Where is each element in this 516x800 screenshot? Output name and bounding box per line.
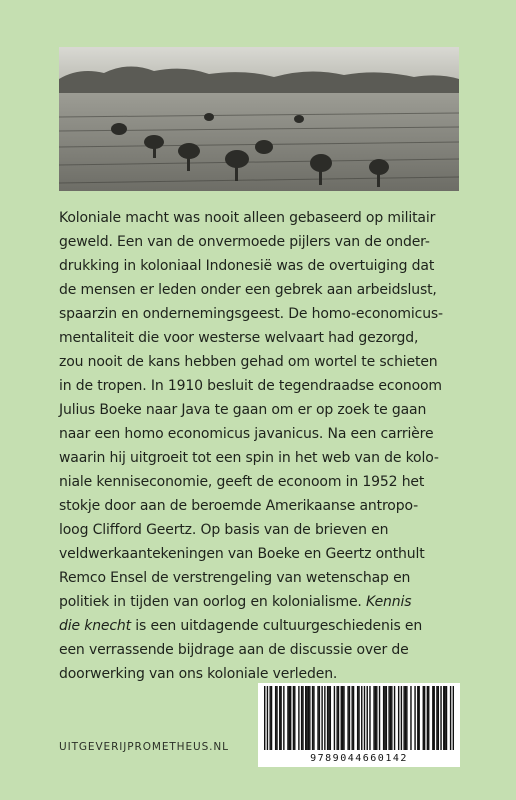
blurb-line: doorwerking van ons koloniale verleden. (59, 666, 338, 682)
barcode-bar (438, 686, 439, 750)
barcode-bar (264, 686, 265, 750)
barcode-bar (440, 686, 441, 750)
barcode-bar (361, 686, 362, 750)
barcode-bar (309, 686, 310, 750)
blurb-line: naar een homo economicus javanicus. Na een carrière (59, 426, 434, 442)
barcode-bar (376, 686, 377, 750)
barcode-bar (401, 686, 402, 750)
cover-photo-rice-field (59, 47, 459, 191)
barcode-bar (294, 686, 295, 750)
barcode-bar (443, 686, 444, 750)
barcode-bar (342, 686, 343, 750)
barcode-bar (338, 686, 339, 750)
blurb-line: geweld. Een van de onvermoede pijlers van de onder- (59, 234, 430, 250)
blurb-line: zou nooit de kans hebben gehad om wortel te schieten (59, 354, 438, 370)
barcode-bar (298, 686, 299, 750)
blurb-line: Julius Boeke naar Java te gaan om er op zoek te gaan (59, 402, 427, 418)
blurb-line: veldwerkaantekeningen van Boeke en Geertz onthult (59, 546, 425, 562)
barcode-bar (444, 686, 445, 750)
barcode-bar (388, 686, 389, 750)
barcode-bar (290, 686, 291, 750)
barcode-bar (424, 686, 425, 750)
blurb-line: Remco Ensel de verstrengeling van wetenschap en (59, 570, 411, 586)
barcode-bar (427, 686, 428, 750)
barcode-bar (428, 686, 429, 750)
barcode-bar (357, 686, 358, 750)
barcode-bar (391, 686, 392, 750)
barcode-bar (319, 686, 320, 750)
barcode-bar (280, 686, 281, 750)
barcode-bar (283, 686, 284, 750)
blurb-line: Koloniale macht was nooit alleen gebaseerd op militair (59, 210, 436, 226)
barcode-bar (410, 686, 411, 750)
barcode-bar (403, 686, 404, 750)
publisher-website: UITGEVERIJPROMETHEUS.NL (59, 741, 229, 753)
barcode-bar (386, 686, 387, 750)
blurb-line: een verrassende bijdrage aan de discussie over de (59, 642, 409, 658)
barcode-bar (334, 686, 335, 750)
barcode-bar (305, 686, 306, 750)
barcode-bar (364, 686, 365, 750)
barcode-bar (341, 686, 342, 750)
barcode-bar (358, 686, 359, 750)
barcode-bar (394, 686, 395, 750)
barcode-bar (343, 686, 344, 750)
barcode-bar (321, 686, 322, 750)
barcode-bar (406, 686, 407, 750)
barcode-bar (293, 686, 294, 750)
barcode-bars (264, 686, 454, 750)
blurb-line (59, 614, 469, 638)
blurb-line-text: is een uitdagende cultuurgeschiedenis en (131, 618, 423, 634)
barcode-bar (351, 686, 352, 750)
barcode-bar (384, 686, 385, 750)
blurb-line: mentaliteit die voor westerse welvaart had gezorgd, (59, 330, 419, 346)
barcode-bar (417, 686, 418, 750)
barcode-bar (301, 686, 302, 750)
barcode-bar (373, 686, 374, 750)
barcode-bar (276, 686, 277, 750)
barcode-bar (330, 686, 331, 750)
barcode-bar (390, 686, 391, 750)
barcode-bar (436, 686, 437, 750)
barcode-bar (423, 686, 424, 750)
barcode-bar (434, 686, 435, 750)
barcode-bar (349, 686, 350, 750)
barcode-bar (324, 686, 325, 750)
barcode-bar (308, 686, 309, 750)
barcode-bar (347, 686, 348, 750)
blurb-line: drukking in koloniaal Indonesië was de overtuiging dat (59, 258, 435, 274)
isbn-number: 9789044660142 (310, 753, 408, 764)
isbn-barcode (258, 683, 460, 767)
barcode-bar (328, 686, 329, 750)
barcode-bar (432, 686, 433, 750)
barcode-bar (306, 686, 307, 750)
barcode-bar (317, 686, 318, 750)
blurb-line: stokje door aan de beroemde Amerikaanse antropo- (59, 498, 419, 514)
barcode-bar (289, 686, 290, 750)
barcode-bar (336, 686, 337, 750)
barcode-bar (398, 686, 399, 750)
book-title-part-2: die knecht (59, 618, 131, 634)
barcode-bar (446, 686, 447, 750)
barcode-bar (327, 686, 328, 750)
barcode-bar (275, 686, 276, 750)
barcode-bar (353, 686, 354, 750)
barcode-bar (313, 686, 314, 750)
blurb-line: loog Clifford Geertz. Op basis van de brieven en (59, 522, 389, 538)
blurb-line: in de tropen. In 1910 besluit de tegendraadse econoom (59, 378, 442, 394)
barcode-bar (383, 686, 384, 750)
barcode-bar (279, 686, 280, 750)
barcode-bar (302, 686, 303, 750)
blurb-line: waarin hij uitgroeit tot een spin in het web van de kolo- (59, 450, 439, 466)
barcode-bar (450, 686, 451, 750)
barcode-bar (312, 686, 313, 750)
barcode-bar (369, 686, 370, 750)
blurb-line: de mensen er leden onder een gebrek aan arbeidslust, (59, 282, 437, 298)
blurb-line: niale kenniseconomie, geeft de econoom in 1952 het (59, 474, 425, 490)
barcode-bar (271, 686, 272, 750)
book-title-part-1: Kennis (366, 594, 412, 610)
barcode-bar (405, 686, 406, 750)
barcode-bar (414, 686, 415, 750)
barcode-bar (379, 686, 380, 750)
barcode-bar (269, 686, 270, 750)
blurb-line: spaarzin en ondernemingsgeest. De homo-economicus- (59, 306, 443, 322)
barcode-bar (367, 686, 368, 750)
barcode-bar (418, 686, 419, 750)
barcode-bar (267, 686, 268, 750)
barcode-bar (287, 686, 288, 750)
back-cover-blurb (59, 206, 469, 686)
blurb-line-text: politiek in tijden van oorlog en kolonialisme. (59, 594, 362, 610)
barcode-bar (453, 686, 454, 750)
blurb-line (59, 590, 469, 614)
barcode-bar (375, 686, 376, 750)
